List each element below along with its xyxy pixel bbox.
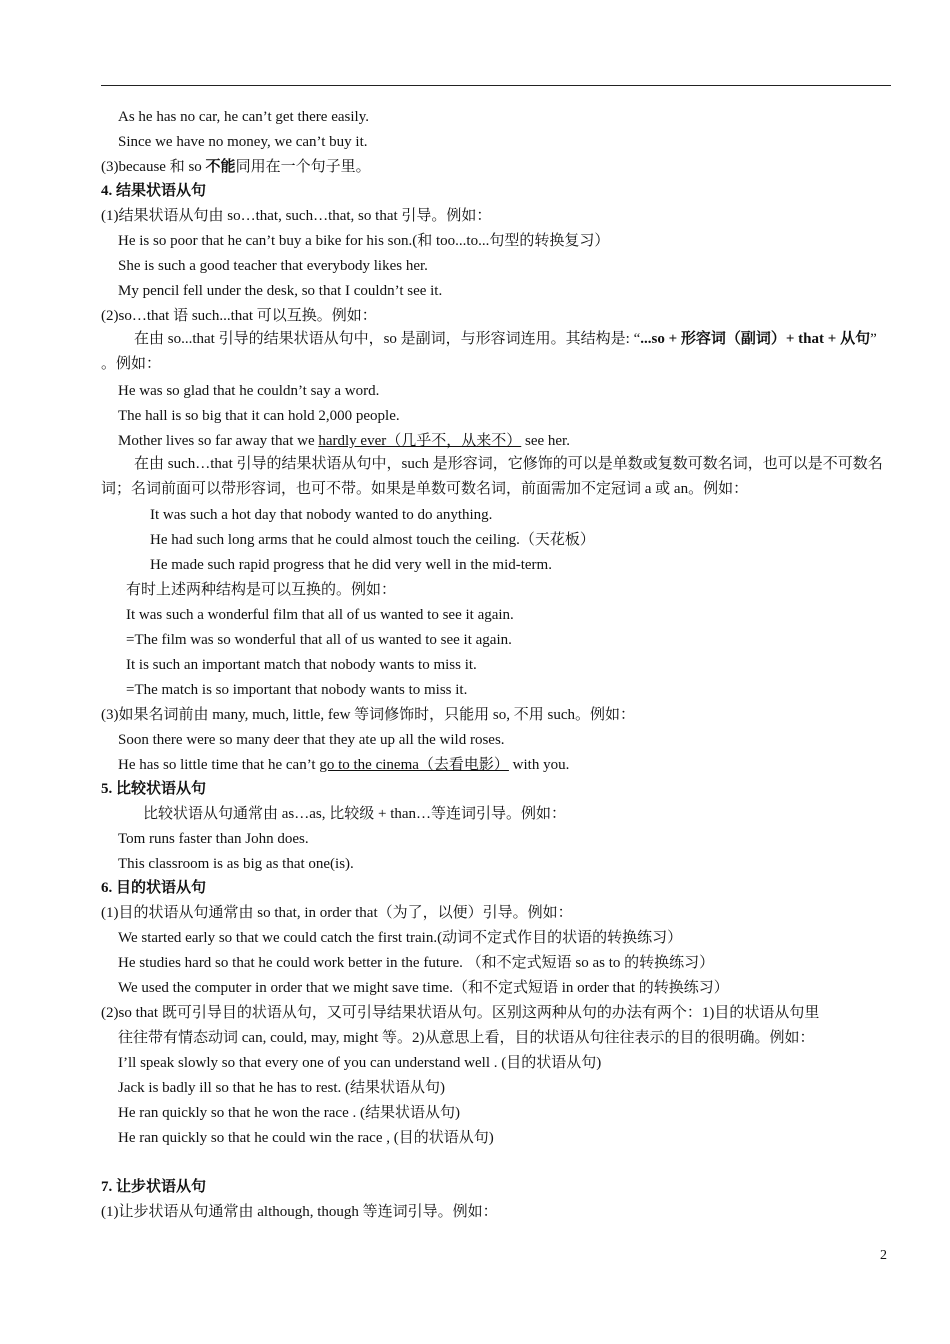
example-line: =The film was so wonderful that all of us wanted to see it again. [126,632,512,648]
page-number: 2 [880,1248,887,1263]
paragraph-such-that: 在由 such…that 引导的结果状语从句中，such 是形容词，它修饰的可以是单数或复数可数名词，也可以是不可数名词；名词前面可以带形容词，也可不带。如果是单数可数名词，前面需加不定冠词 a 或 an。例如： [101,456,883,497]
text-line: (1)结果状语从句由 so…that, such…that, so that 引导。例如： [101,208,492,224]
example-line: Jack is badly ill so that he has to rest. (结果状语从句) [118,1080,446,1096]
example-line: Soon there were so many deer that they ate up all the wild roses. [118,732,505,748]
example-line: This classroom is as big as that one(is). [118,856,354,872]
example-line: He was so glad that he couldn’t say a word. [118,383,380,399]
example-line: She is such a good teacher that everybody likes her. [118,258,428,274]
example-line: It is such an important match that nobody wants to miss it. [126,657,477,673]
text-line: 往往带有情态动词 can, could, may, might 等。2)从意思上看，目的状语从句往往表示的目的很明确。例如： [118,1030,815,1046]
example-line: Tom runs faster than John does. [118,831,309,847]
example-line: My pencil fell under the desk, so that I couldn’t see it. [118,283,443,299]
example-line: He ran quickly so that he won the race . (结果状语从句) [118,1105,460,1121]
example-line: As he has no car, he can’t get there easily. [118,109,369,125]
example-line: He had such long arms that he could almost touch the ceiling.（天花板） [150,532,595,548]
example-line: He has so little time that he can’t go to the cinema（去看电影） with you. [118,757,570,773]
section-heading-6: 6. 目的状语从句 [101,880,207,896]
section-heading-7: 7. 让步状语从句 [101,1179,207,1195]
example-line: =The match is so important that nobody wants to miss it. [126,682,468,698]
text-line: (3)because 和 so 不能同用在一个句子里。 [101,159,371,175]
text-line: (1)目的状语从句通常由 so that, in order that（为了，以便）引导。例如： [101,905,573,921]
header-rule [101,85,891,86]
example-line: I’ll speak slowly so that every one of you can understand well . (目的状语从句) [118,1055,602,1071]
text-line: (1)让步状语从句通常由 although, though 等连词引导。例如： [101,1204,498,1220]
example-line: He is so poor that he can’t buy a bike for his son.(和 too...to...句型的转换复习） [118,233,610,249]
example-line: Since we have no money, we can’t buy it. [118,134,368,150]
example-line: He ran quickly so that he could win the race , (目的状语从句) [118,1130,494,1146]
example-line: It was such a wonderful film that all of us wanted to see it again. [126,607,514,623]
text-line: 有时上述两种结构是可以互换的。例如： [126,582,397,598]
example-line: We started early so that we could catch the first train.(动词不定式作目的状语的转换练习） [118,930,683,946]
example-line: He studies hard so that he could work better in the future. （和不定式短语 so as to 的转换练习） [118,955,715,971]
example-line: Mother lives so far away that we hardly ever（几乎不，从来不） see her. [118,433,570,449]
text-line: (2)so…that 语 such...that 可以互换。例如： [101,308,377,324]
example-line: He made such rapid progress that he did very well in the mid-term. [150,557,552,573]
paragraph-so-that: 在由 so...that 引导的结果状语从句中，so 是副词，与形容词连用。其结构是: “...so + 形容词（副词）+ that + 从句” 。例如： [101,331,877,372]
text-line: 比较状语从句通常由 as…as, 比较级 + than…等连词引导。例如： [143,806,567,822]
example-line: It was such a hot day that nobody wanted to do anything. [150,507,493,523]
section-heading-5: 5. 比较状语从句 [101,781,207,797]
example-line: We used the computer in order that we might save time.（和不定式短语 in order that 的转换练习） [118,980,729,996]
section-heading-4: 4. 结果状语从句 [101,183,207,199]
text-line: (3)如果名词前由 many, much, little, few 等词修饰时，只能用 so, 不用 such。例如： [101,707,635,723]
text-line: (2)so that 既可引导目的状语从句，又可引导结果状语从句。区别这两种从句的办法有两个：1)目的状语从句里 [101,1005,820,1021]
example-line: The hall is so big that it can hold 2,000 people. [118,408,400,424]
